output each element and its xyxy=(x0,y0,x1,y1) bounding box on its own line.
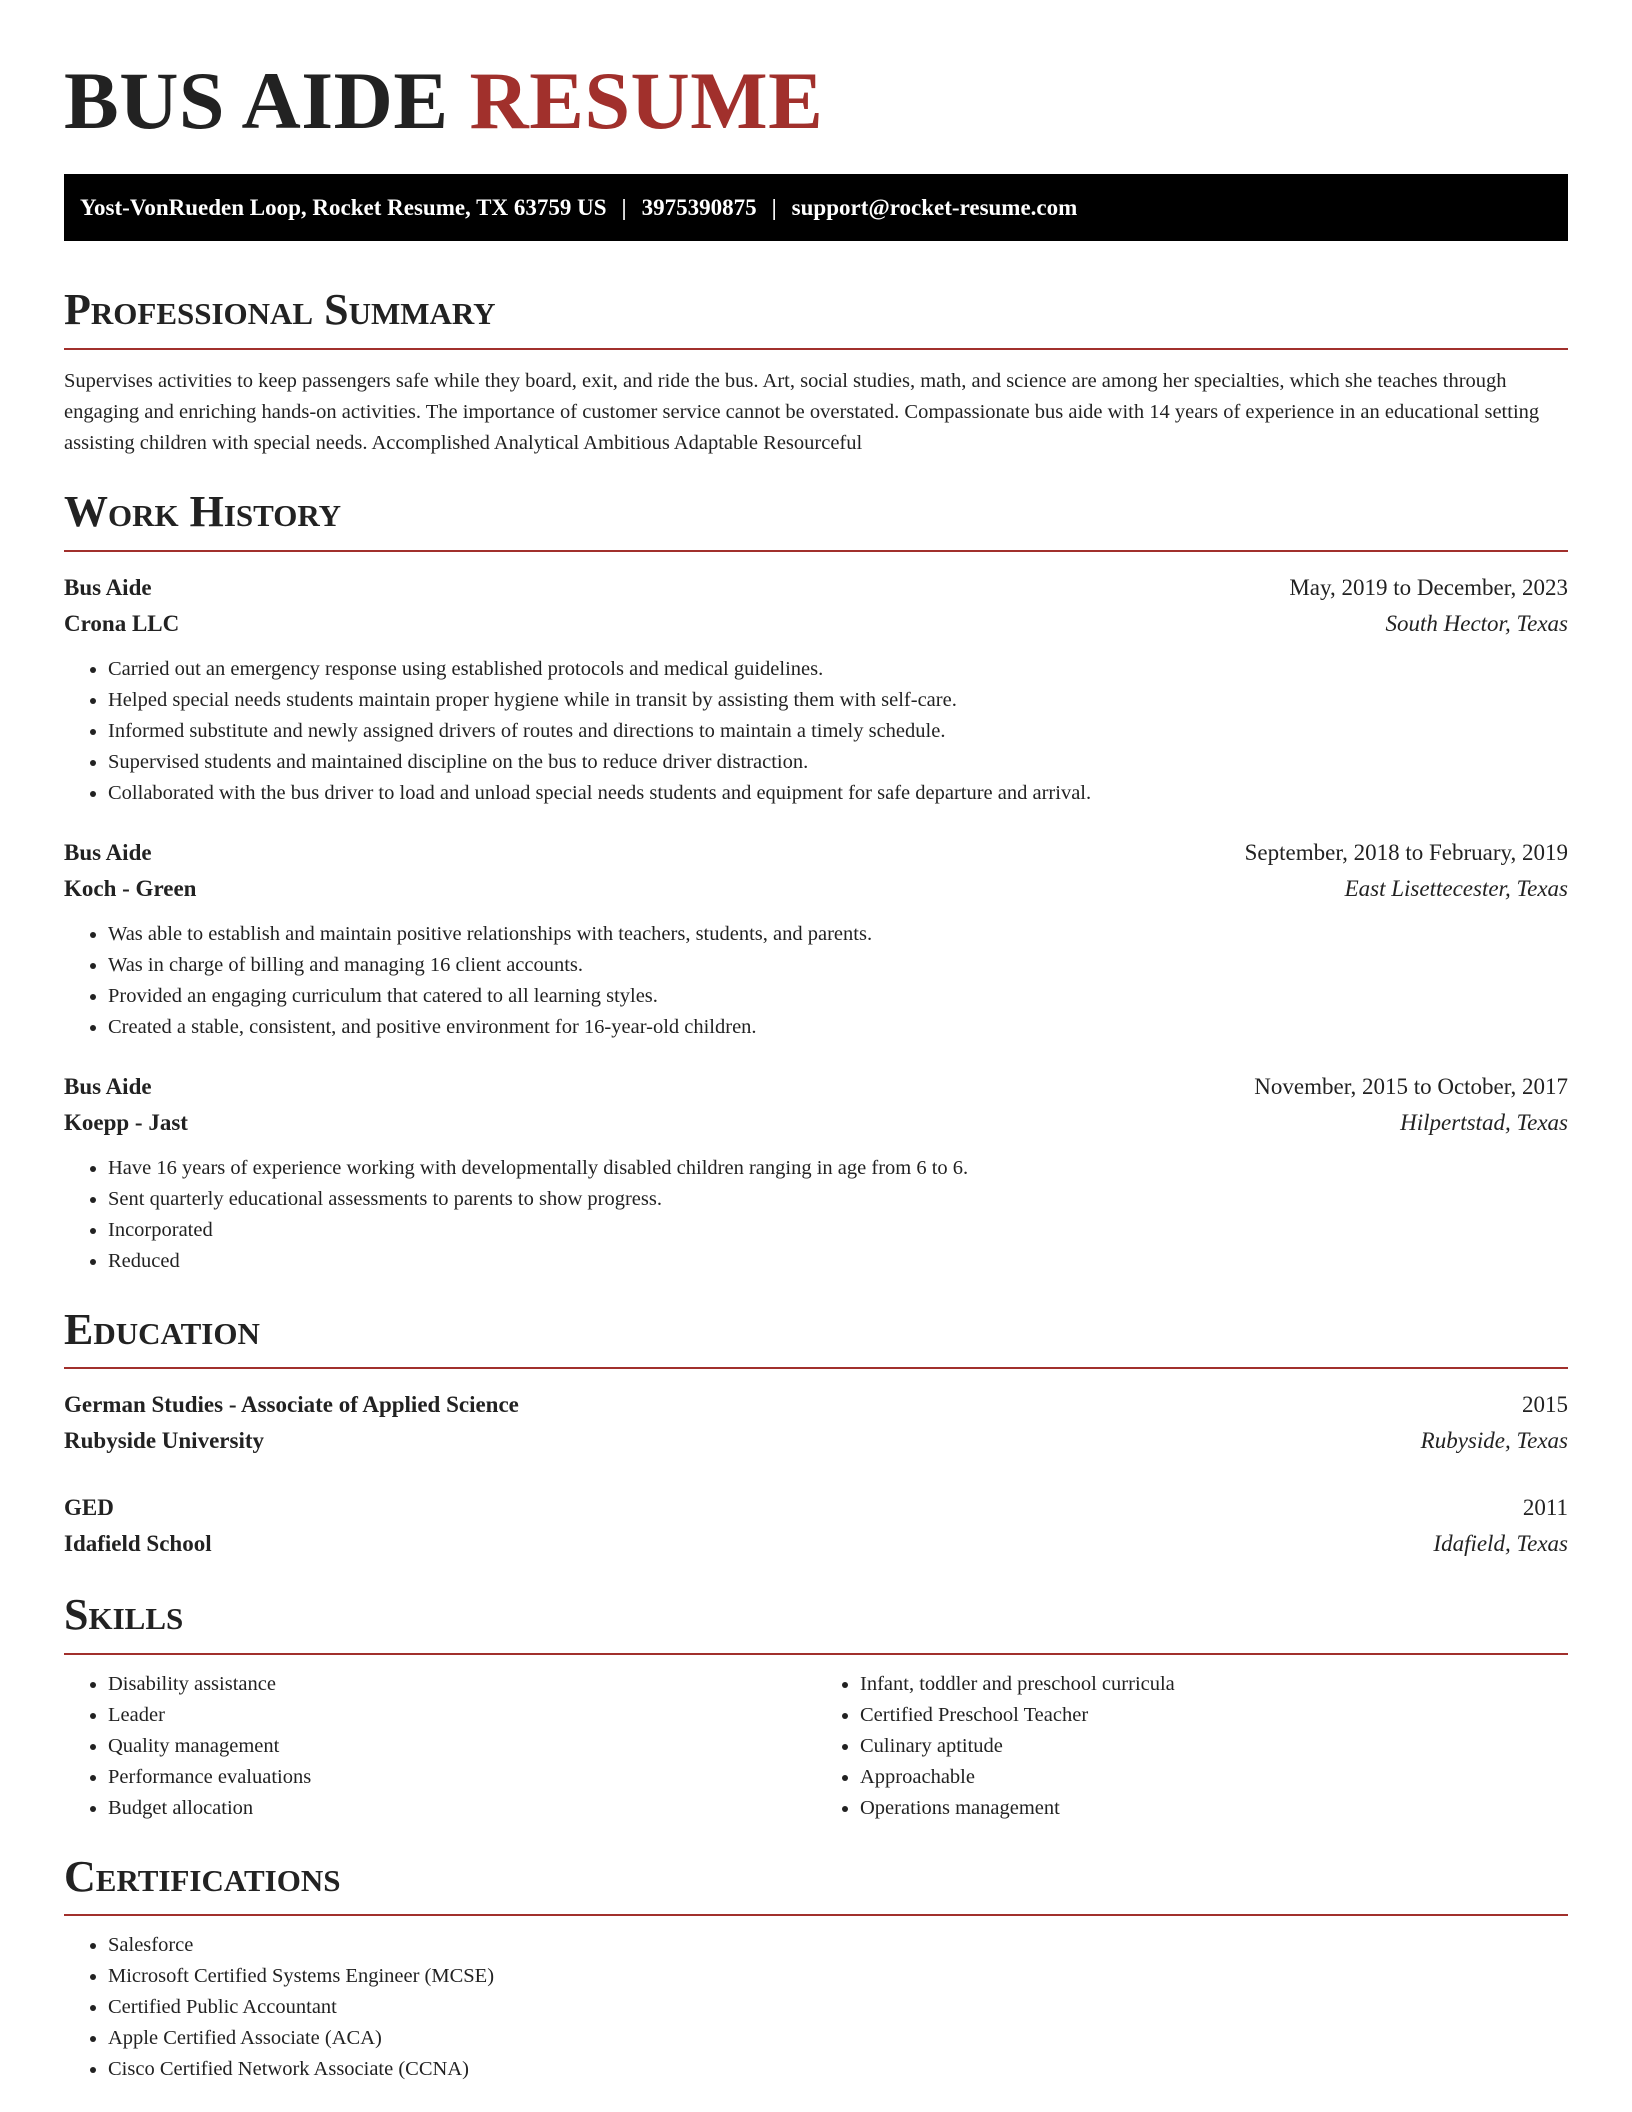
job-bullet: • Sent quarterly educational assessments to parents to show progress. xyxy=(108,1184,1568,1215)
job-header-row xyxy=(64,1069,1568,1105)
certification-item: • Certified Public Accountant xyxy=(108,1992,1568,2023)
skill-item: • Culinary aptitude xyxy=(860,1731,1568,1762)
job-dates: September, 2018 to February, 2019 xyxy=(1244,839,1568,865)
education-heading: Education xyxy=(64,1305,1568,1370)
job-bullet: • Helped special needs students maintain proper hygiene while in transit by assisting them with self-care. xyxy=(108,685,1568,716)
contact-bar xyxy=(64,174,1568,241)
job-entry xyxy=(64,1069,1568,1277)
job-bullets xyxy=(64,654,1568,809)
job-location: South Hector, Texas xyxy=(1385,610,1568,636)
skills-column-right xyxy=(816,1669,1568,1824)
job-company-row xyxy=(64,871,1568,907)
job-bullet: • Was able to establish and maintain positive relationships with teachers, students, and parents. xyxy=(108,919,1568,950)
job-header-row xyxy=(64,835,1568,871)
job-bullet: • Provided an engaging curriculum that catered to all learning styles. xyxy=(108,981,1568,1012)
title-main: BUS AIDE xyxy=(64,55,449,146)
job-dates: November, 2015 to October, 2017 xyxy=(1254,1073,1568,1099)
skill-item: • Certified Preschool Teacher xyxy=(860,1700,1568,1731)
certifications-heading: Certifications xyxy=(64,1852,1568,1917)
skill-item: • Performance evaluations xyxy=(108,1762,816,1793)
certification-item: • Microsoft Certified Systems Engineer (MCSE) xyxy=(108,1961,1568,1992)
job-bullet: • Collaborated with the bus driver to load and unload special needs students and equipment for safe departure and arrival. xyxy=(108,778,1568,809)
contact-separator: | xyxy=(621,194,627,220)
education-degree: GED xyxy=(64,1495,114,1521)
job-bullet: • Incorporated xyxy=(108,1215,1568,1246)
summary-text: Supervises activities to keep passengers safe while they board, exit, and ride the bus. Art, social studies, math, and science are among her specialties, which she teaches through engaging and enriching hands-on activities. The importance of customer service cannot be overstated. Compassionate bus aide with 14 years of experience in an educational setting assisting children with special needs. Accomplished Analytical Ambitious Adaptable Resourceful xyxy=(64,369,1540,454)
job-bullets xyxy=(64,1153,1568,1277)
certification-item: • Salesforce xyxy=(108,1930,1568,1961)
contact-phone[interactable]: 3975390875 xyxy=(641,194,757,220)
skill-item: • Quality management xyxy=(108,1731,816,1762)
job-company-row xyxy=(64,606,1568,642)
contact-address: Yost-VonRueden Loop, Rocket Resume, TX 63759 US xyxy=(80,194,607,220)
education-school: Idafield School xyxy=(64,1531,212,1557)
job-header-row xyxy=(64,570,1568,606)
work-history-heading: Work History xyxy=(64,487,1568,552)
job-entry xyxy=(64,835,1568,1043)
skill-item: • Disability assistance xyxy=(108,1669,816,1700)
skill-item: • Leader xyxy=(108,1700,816,1731)
job-company: Koepp - Jast xyxy=(64,1109,188,1135)
job-bullet: • Carried out an emergency response using established protocols and medical guidelines. xyxy=(108,654,1568,685)
certification-item: • Apple Certified Associate (ACA) xyxy=(108,2023,1568,2054)
skills-column-left xyxy=(64,1669,816,1824)
certification-item: • Cisco Certified Network Associate (CCNA) xyxy=(108,2054,1568,2085)
education-degree-row xyxy=(64,1387,1568,1423)
job-title: Bus Aide xyxy=(64,574,152,600)
certifications-list xyxy=(64,1930,1568,2085)
education-location: Idafield, Texas xyxy=(1433,1531,1568,1557)
job-company: Crona LLC xyxy=(64,610,180,636)
job-company-row xyxy=(64,1105,1568,1141)
contact-separator: | xyxy=(771,194,777,220)
job-dates: May, 2019 to December, 2023 xyxy=(1289,574,1568,600)
skill-item: • Operations management xyxy=(860,1793,1568,1824)
job-bullet: • Was in charge of billing and managing 16 client accounts. xyxy=(108,950,1568,981)
education-school: Rubyside University xyxy=(64,1428,264,1454)
skill-item: • Budget allocation xyxy=(108,1793,816,1824)
job-location: Hilpertstad, Texas xyxy=(1400,1109,1568,1135)
job-bullet: • Reduced xyxy=(108,1246,1568,1277)
job-entry xyxy=(64,570,1568,809)
education-location: Rubyside, Texas xyxy=(1420,1428,1568,1454)
job-title: Bus Aide xyxy=(64,1073,152,1099)
job-location: East Lisettecester, Texas xyxy=(1344,875,1568,901)
summary-heading: Professional Summary xyxy=(64,285,1568,350)
education-degree-row xyxy=(64,1490,1568,1526)
job-company: Koch - Green xyxy=(64,875,197,901)
job-bullet: • Informed substitute and newly assigned drivers of routes and directions to maintain a timely schedule. xyxy=(108,716,1568,747)
job-bullet: • Supervised students and maintained discipline on the bus to reduce driver distraction. xyxy=(108,747,1568,778)
skills-heading: Skills xyxy=(64,1590,1568,1655)
skills-grid xyxy=(64,1669,1568,1824)
job-bullet: • Have 16 years of experience working with developmentally disabled children ranging in age from 6 to 6. xyxy=(108,1153,1568,1184)
contact-email[interactable]: support@rocket-resume.com xyxy=(791,194,1078,220)
job-title: Bus Aide xyxy=(64,839,152,865)
resume-title xyxy=(64,52,1568,150)
job-bullets xyxy=(64,919,1568,1043)
job-bullet: • Created a stable, consistent, and positive environment for 16-year-old children. xyxy=(108,1012,1568,1043)
education-entry xyxy=(64,1490,1568,1562)
education-school-row xyxy=(64,1526,1568,1562)
title-accent: RESUME xyxy=(469,55,824,146)
education-entry xyxy=(64,1387,1568,1459)
skill-item: • Infant, toddler and preschool curricula xyxy=(860,1669,1568,1700)
skill-item: • Approachable xyxy=(860,1762,1568,1793)
education-year: 2011 xyxy=(1522,1495,1568,1521)
education-year: 2015 xyxy=(1522,1392,1568,1418)
education-school-row xyxy=(64,1423,1568,1459)
education-degree: German Studies - Associate of Applied Science xyxy=(64,1392,519,1418)
